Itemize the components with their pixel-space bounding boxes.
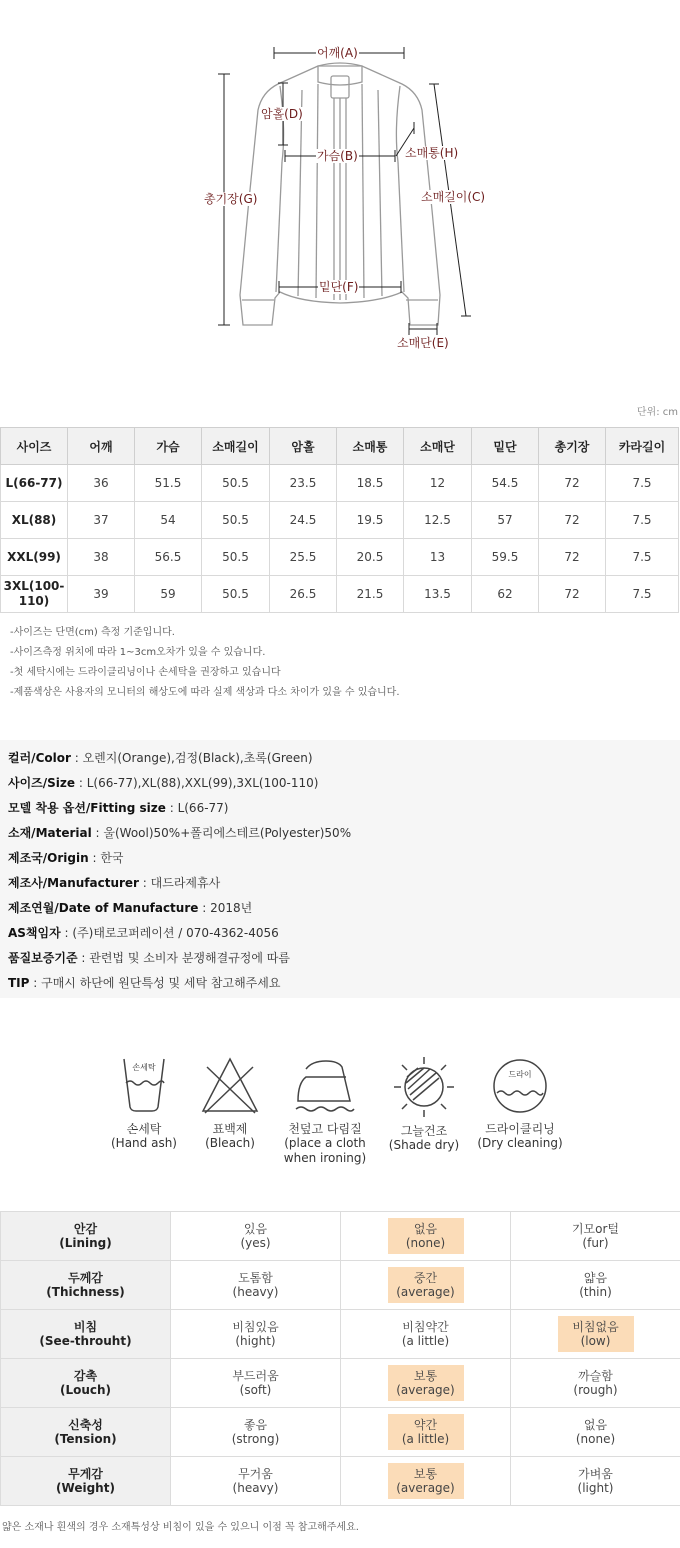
note-line: -사이즈측정 위치에 따라 1~3cm오차가 있을 수 있습니다. [10,647,266,658]
info-row-color [8,746,680,771]
table-cell: 7.5 [606,465,679,502]
care-label-en: (Hand ash) [111,1136,177,1150]
hand-wash-icon [114,1055,174,1117]
label-shoulder: 어깨(A) [317,46,358,60]
info-value: : 한국 [88,851,124,865]
property-name-en: (Louch) [59,1383,112,1397]
property-option [171,1457,341,1506]
property-option [171,1359,341,1408]
product-info-box [0,740,680,998]
care-label-en: (Dry cleaning) [477,1136,563,1150]
unit-label: 단위: cm [636,407,678,418]
property-name-en: (Tension) [54,1432,117,1446]
info-row-origin [8,846,680,871]
label-armhole: 암홀(D) [261,107,303,121]
option-ko: 가벼움 [578,1467,613,1481]
info-row-date [8,896,680,921]
option [223,1269,289,1301]
option-en: (fur) [582,1236,609,1250]
option-en: (strong) [231,1432,280,1446]
option-ko: 무거움 [238,1467,273,1481]
header-cell: 총기장 [539,428,606,465]
option-ko: 까슬함 [578,1369,613,1383]
size-table-header [1,428,679,465]
info-row-tip [8,971,680,996]
size-cell: XL(88) [1,502,68,539]
care-item [175,1055,285,1151]
option-en: (rough) [573,1383,618,1397]
table-cell: 20.5 [337,539,404,576]
note-line: -제품색상은 사용자의 모니터의 해상도에 따라 실제 색상과 다소 차이가 있을 수 있습니다. [10,687,400,698]
property-name-ko: 감촉 [73,1369,98,1383]
header-cell: 소매단 [404,428,472,465]
table-cell: 18.5 [337,465,404,502]
info-value: : L(66-77),XL(88),XXL(99),3XL(100-110) [75,776,319,790]
info-label: 품질보증기준 [8,951,78,965]
property-option [341,1457,511,1506]
header-cell: 암홀 [270,428,337,465]
property-option [341,1310,511,1359]
property-row [1,1212,680,1261]
option-ko: 중간 [413,1271,438,1285]
table-cell: 21.5 [337,576,404,613]
property-row [1,1261,680,1310]
size-cell: XXL(99) [1,539,68,576]
info-row-manufacturer [8,871,680,896]
info-label: 제조국/Origin [8,851,89,865]
note-line: -사이즈는 단면(cm) 측정 기준입니다. [10,627,175,638]
table-cell: 7.5 [606,576,679,613]
property-option [171,1212,341,1261]
care-label-ko: 천덮고 다림질 [288,1122,362,1136]
label-sleeve-length: 소매길이(C) [421,190,486,204]
label-total-length: 총기장(G) [204,192,258,206]
note-line: -첫 세탁시에는 드라이클리닝이나 손세탁을 권장하고 있습니다 [10,667,281,678]
table-row [1,539,679,576]
garment-diagram [0,0,680,400]
info-label: 사이즈/Size [8,776,76,790]
info-label: TIP [8,976,30,990]
garment-illustration [0,0,680,400]
table-cell: 37 [68,502,135,539]
tub-text: 손세탁 [132,1063,156,1072]
info-value: : 대드라제휴사 [138,876,221,890]
option [569,1269,622,1301]
info-label: 모델 착용 옵션/Fitting size [8,801,166,815]
info-label: 컬러/Color [8,751,71,765]
care-label-en: (Bleach) [205,1136,255,1150]
option-en: (thin) [579,1285,612,1299]
header-cell: 소매통 [337,428,404,465]
property-option [341,1212,511,1261]
option-ko: 비침있음 [232,1320,279,1334]
table-cell: 26.5 [270,576,337,613]
property-option [511,1408,680,1457]
option [563,1367,627,1399]
option [222,1367,288,1399]
care-label-ko: 드라이클리닝 [485,1122,555,1136]
table-cell: 23.5 [270,465,337,502]
header-cell: 가슴 [135,428,202,465]
option [562,1220,629,1252]
info-row-as [8,921,680,946]
header-cell: 카라길이 [606,428,679,465]
info-value: : 2018년 [198,901,253,915]
option-ko: 보통 [413,1369,438,1383]
circle-text: 드라이 [508,1070,532,1079]
table-cell: 12 [404,465,472,502]
size-cell: L(66-77) [1,465,68,502]
property-name [1,1310,171,1359]
property-option [511,1212,680,1261]
info-row-size [8,771,680,796]
table-cell: 50.5 [202,539,270,576]
option-ko: 얇음 [583,1271,608,1285]
size-cell: 3XL(100-110) [1,576,68,613]
property-name [1,1212,171,1261]
table-row [1,576,679,613]
option-ko: 도톰함 [238,1271,273,1285]
info-label: 제조사/Manufacturer [8,876,139,890]
property-option [341,1408,511,1457]
info-value: : 관련법 및 소비자 분쟁해결규정에 따름 [77,951,290,965]
table-cell: 59 [135,576,202,613]
property-name-en: (Thichness) [46,1285,125,1299]
care-label-ko: 손세탁 [126,1122,162,1136]
property-name [1,1359,171,1408]
info-value: : L(66-77) [165,801,229,815]
table-cell: 72 [539,465,606,502]
label-hem: 밑단(F) [319,280,359,294]
option-ko: 보통 [413,1467,438,1481]
property-option [341,1261,511,1310]
property-option [341,1359,511,1408]
table-cell: 57 [472,502,539,539]
option-ko: 약간 [413,1418,438,1432]
option [222,1416,290,1448]
option [568,1465,624,1497]
table-cell: 36 [68,465,135,502]
property-name [1,1408,171,1457]
dry-clean-icon [489,1055,551,1117]
option-en: (average) [396,1383,455,1397]
info-row-fitting [8,796,680,821]
table-cell: 50.5 [202,576,270,613]
shade-dry-icon [392,1055,456,1119]
table-cell: 39 [68,576,135,613]
property-name-en: (Weight) [56,1481,115,1495]
header-cell: 사이즈 [1,428,68,465]
footer-note: 얇은 소재나 흰색의 경우 소재특성상 비침이 있을 수 있으니 이점 꼭 참고해주세요. [2,1522,359,1533]
option-ko: 없음 [583,1418,608,1432]
care-label-ko: 그늘건조 [400,1124,448,1138]
table-row [1,502,679,539]
option-ko: 없음 [413,1222,438,1236]
fabric-property-table [0,1211,680,1506]
table-row [1,465,679,502]
option-en: (a little) [401,1432,450,1446]
property-name-en: (Lining) [59,1236,112,1250]
property-option [511,1310,680,1359]
info-row-material [8,821,680,846]
care-item [369,1055,479,1153]
option-en: (average) [396,1285,455,1299]
option-en: (hight) [235,1334,276,1348]
info-value: : 울(Wool)50%+폴리에스테르(Polyester)50% [91,826,352,840]
option-en: (heavy) [232,1285,279,1299]
option-en: (average) [396,1481,455,1495]
property-name [1,1457,171,1506]
table-cell: 13.5 [404,576,472,613]
option-ko: 비침없음 [572,1320,619,1334]
table-cell: 24.5 [270,502,337,539]
info-label: AS책임자 [8,926,61,940]
option-ko: 있음 [243,1222,268,1236]
label-chest: 가슴(B) [317,149,358,163]
table-cell: 72 [539,502,606,539]
property-option [171,1408,341,1457]
table-cell: 51.5 [135,465,202,502]
property-row [1,1310,680,1359]
property-name-en: (See-throuht) [39,1334,132,1348]
no-bleach-icon [199,1055,261,1117]
option [566,1416,625,1448]
info-value: : 구매시 하단에 원단특성 및 세탁 참고해주세요 [29,976,281,990]
table-cell: 50.5 [202,465,270,502]
property-option [511,1457,680,1506]
table-cell: 72 [539,576,606,613]
property-option [511,1261,680,1310]
option-ko: 기모or털 [571,1222,620,1236]
property-row [1,1408,680,1457]
property-option [171,1261,341,1310]
property-name [1,1261,171,1310]
property-row [1,1457,680,1506]
info-label: 소재/Material [8,826,92,840]
size-table [0,427,679,613]
table-cell: 38 [68,539,135,576]
table-cell: 54.5 [472,465,539,502]
info-row-quality [8,946,680,971]
table-cell: 7.5 [606,502,679,539]
header-cell: 소매길이 [202,428,270,465]
selected-option [388,1463,464,1499]
table-cell: 12.5 [404,502,472,539]
property-option [171,1310,341,1359]
table-cell: 54 [135,502,202,539]
property-option [511,1359,680,1408]
table-cell: 7.5 [606,539,679,576]
selected-option [388,1218,464,1254]
option-en: (low) [580,1334,611,1348]
care-label-en: (Shade dry) [388,1138,460,1152]
care-item [465,1055,575,1151]
table-cell: 72 [539,539,606,576]
property-name-ko: 안감 [73,1222,98,1236]
option-en: (soft) [239,1383,272,1397]
property-name-ko: 무게감 [68,1467,103,1481]
care-label-en: (place a cloth when ironing) [283,1136,367,1165]
info-value: : (주)태로코퍼레이션 / 070-4362-4056 [60,926,279,940]
property-name-ko: 비침 [73,1320,98,1334]
option-ko: 부드러움 [232,1369,279,1383]
option [222,1318,288,1350]
table-cell: 59.5 [472,539,539,576]
option-en: (none) [405,1236,446,1250]
option-ko: 좋음 [243,1418,268,1432]
property-name-ko: 신축성 [68,1418,103,1432]
care-item [270,1055,380,1166]
info-label: 제조연월/Date of Manufacture [8,901,199,915]
selected-option [558,1316,634,1352]
option [392,1318,459,1350]
option-en: (light) [577,1481,614,1495]
iron-cloth-icon [292,1055,358,1117]
table-cell: 19.5 [337,502,404,539]
option-en: (heavy) [232,1481,279,1495]
info-value: : 오렌지(Orange),검정(Black),초록(Green) [70,751,313,765]
option [223,1465,289,1497]
table-cell: 56.5 [135,539,202,576]
header-cell: 어깨 [68,428,135,465]
table-cell: 62 [472,576,539,613]
selected-option [388,1414,464,1450]
property-row [1,1359,680,1408]
care-label-ko: 표백제 [212,1122,248,1136]
table-cell: 13 [404,539,472,576]
option-en: (a little) [401,1334,450,1348]
header-cell: 밑단 [472,428,539,465]
property-name-ko: 두께감 [68,1271,103,1285]
option-en: (yes) [240,1236,271,1250]
label-sleeve-width: 소매통(H) [405,146,459,160]
selected-option [388,1267,464,1303]
option [230,1220,280,1252]
option-en: (none) [575,1432,616,1446]
label-cuff: 소매단(E) [397,336,449,350]
selected-option [388,1365,464,1401]
table-cell: 25.5 [270,539,337,576]
size-notes [10,623,400,703]
table-cell: 50.5 [202,502,270,539]
option-ko: 비침약간 [402,1320,449,1334]
